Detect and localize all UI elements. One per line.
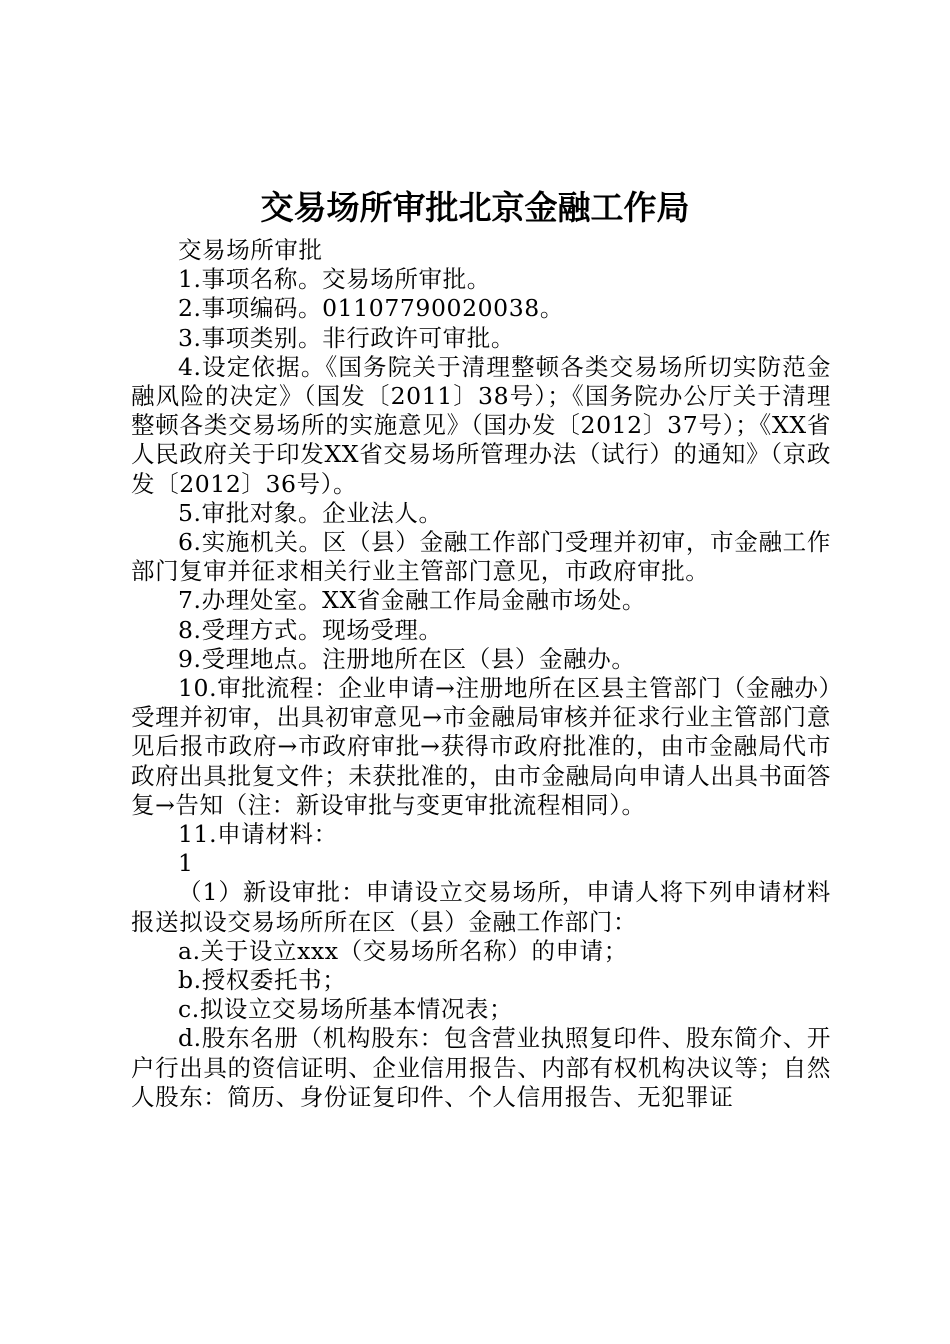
paragraph-implementing-agency: 6.实施机关。区（县）金融工作部门受理并初审，市金融工作部门复审并征求相关行业主管部门意见，市政府审批。 (131, 528, 831, 586)
paragraph-material-a: a.关于设立xxx（交易场所名称）的申请； (178, 936, 628, 965)
paragraph-numeral: 1 (178, 849, 194, 878)
document-title: 交易场所审批北京金融工作局 (260, 188, 690, 227)
paragraph-handling-office: 7.办理处室。XX省金融工作局金融市场处。 (178, 586, 646, 615)
paragraph-acceptance-location: 9.受理地点。注册地所在区（县）金融办。 (178, 644, 636, 673)
paragraph-material-d: d.股东名册（机构股东：包含营业执照复印件、股东简介、开户行出具的资信证明、企业信用报告、内部有权机构决议等；自然人股东：简历、身份证复印件、个人信用报告、无犯罪证 (131, 1024, 831, 1111)
paragraph-item-category: 3.事项类别。非行政许可审批。 (178, 323, 515, 352)
paragraph-item-code: 2.事项编码。01107790020038。 (178, 294, 564, 323)
paragraph-approval-process: 10.审批流程：企业申请→注册地所在区县主管部门（金融办）受理并初审，出具初审意见→市金融局审核并征求行业主管部门意见后报市政府→市政府审批→获得市政府批准的，由市金融局代市政府出具批复文件；未获批准的，由市金融局向申请人出具书面答复→告知（注：新设审批与变更审批流程相同）。 (131, 674, 831, 819)
paragraph-new-approval: （1）新设审批：申请设立交易场所，申请人将下列申请材料报送拟设交易场所所在区（县）金融工作部门： (131, 878, 831, 936)
paragraph-heading: 交易场所审批 (178, 236, 323, 264)
paragraph-material-b: b.授权委托书； (178, 966, 347, 995)
paragraph-acceptance-method: 8.受理方式。现场受理。 (178, 615, 443, 644)
document-body (131, 236, 831, 1112)
paragraph-approval-target: 5.审批对象。企业法人。 (178, 498, 443, 527)
paragraph-item-name: 1.事项名称。交易场所审批。 (178, 265, 491, 294)
paragraph-material-c: c.拟设立交易场所基本情况表； (178, 995, 514, 1024)
paragraph-legal-basis: 4.设定依据。《国务院关于清理整顿各类交易场所切实防范金融风险的决定》（国发〔2011〕38号）；《国务院办公厅关于清理整顿各类交易场所的实施意见》（国办发〔2012〕37号）；《XX省人民政府关于印发XX省交易场所管理办法（试行）的通知》（京政发〔2012〕36号）。 (131, 352, 831, 498)
paragraph-application-materials: 11.申请材料： (178, 820, 338, 849)
